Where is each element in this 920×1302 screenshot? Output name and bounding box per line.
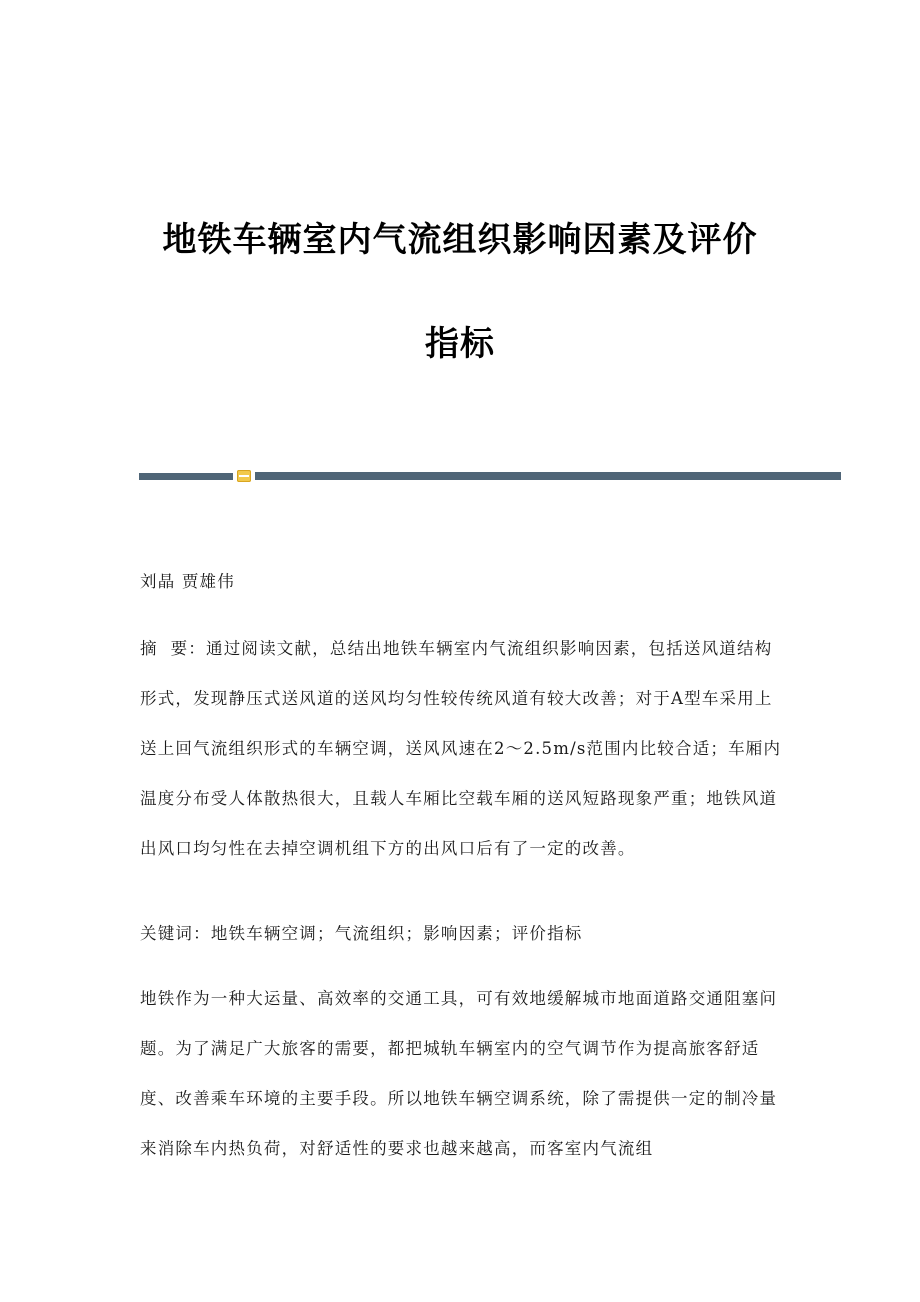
abstract-text: 通过阅读文献，总结出地铁车辆室内气流组织影响因素，包括送风道结构形式，发现静压式送风道的送风均匀性较传统风道有较大改善；对于A型车采用上送上回气流组织形式的车辆空调，送风风速在2～2.5m/s范围内比较合适；车厢内温度分布受人体散热很大，且载人车厢比空载车厢的送风短路现象严重；地铁风道出风口均匀性在去掉空调机组下方的出风口后有了一定的改善。 (140, 639, 782, 858)
divider-ornament-icon (237, 470, 251, 482)
abstract (140, 624, 790, 874)
document-title-line-1: 地铁车辆室内气流组织影响因素及评价 (162, 220, 758, 260)
title-divider (139, 470, 841, 482)
keywords-text: 地铁车辆空调；气流组织；影响因素；评价指标 (210, 924, 583, 943)
keywords (140, 920, 790, 944)
body-paragraph: 地铁作为一种大运量、高效率的交通工具，可有效地缓解城市地面道路交通阻塞问题。为了满足广大旅客的需要，都把城轨车辆室内的空气调节作为提高旅客舒适度、改善乘车环境的主要手段。所以地铁车辆空调系统，除了需提供一定的制冷量来消除车内热负荷，对舒适性的要求也越来越高，而客室内气流组 (140, 989, 778, 1158)
authors: 刘晶 贾雄伟 (140, 572, 235, 591)
divider-bar-left (139, 473, 233, 480)
document-title-line-2: 指标 (425, 324, 495, 364)
keywords-label: 关键词： (140, 924, 211, 943)
divider-bar-right (255, 472, 841, 480)
abstract-label: 摘 要： (140, 639, 206, 658)
